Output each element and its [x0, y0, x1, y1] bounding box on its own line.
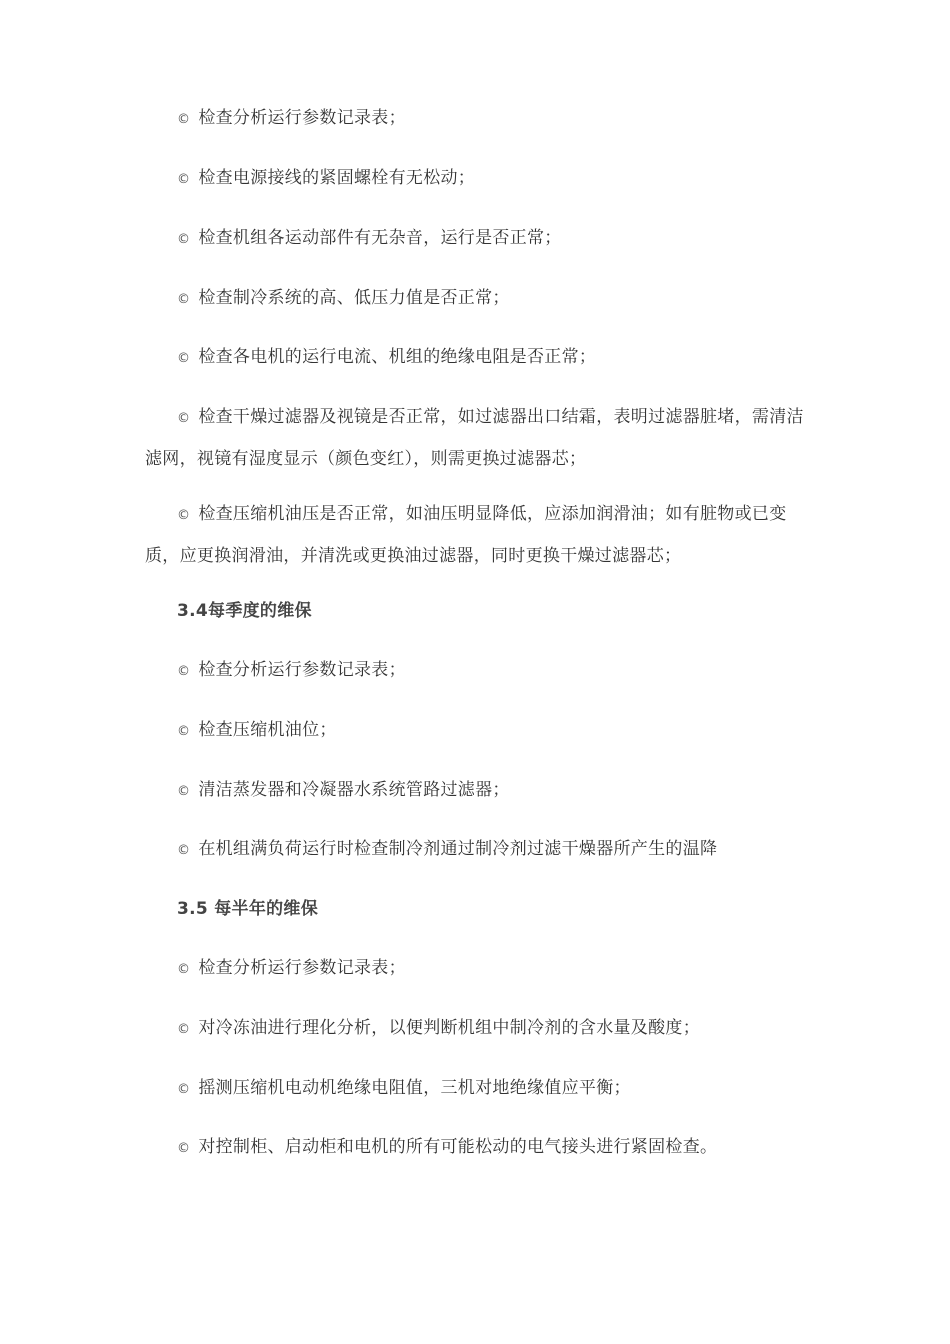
- list-item: [145, 829, 815, 871]
- list-item: [145, 650, 815, 692]
- item-text: 检查分析运行参数记录表；: [198, 108, 406, 128]
- list-item: [145, 337, 815, 379]
- bullet-icon: ©: [177, 112, 191, 127]
- item-text: 检查压缩机油压是否正常，如油压明显降低，应添加润滑油；如有脏物或已变质，应更换润滑油，并清洗或更换油过滤器，同时更换干燥过滤器芯；: [145, 504, 787, 566]
- list-item: [145, 948, 815, 990]
- list-item: [145, 770, 815, 812]
- list-item: [145, 494, 815, 576]
- bullet-icon: ©: [177, 351, 191, 366]
- bullet-icon: ©: [177, 292, 191, 307]
- list-item: [145, 278, 815, 320]
- item-text: 检查电源接线的紧固螺栓有无松动；: [198, 168, 476, 188]
- list-item: [145, 1127, 815, 1169]
- item-text: 检查制冷系统的高、低压力值是否正常；: [198, 288, 510, 308]
- bullet-icon: ©: [177, 664, 191, 679]
- bullet-icon: ©: [177, 1082, 191, 1097]
- item-text: 检查干燥过滤器及视镜是否正常，如过滤器出口结霜，表明过滤器脏堵，需清洁滤网，视镜有湿度显示（颜色变红），则需更换过滤器芯；: [145, 407, 804, 469]
- bullet-icon: ©: [177, 172, 191, 187]
- bullet-icon: ©: [177, 962, 191, 977]
- item-text: 检查分析运行参数记录表；: [198, 958, 406, 978]
- item-text: 检查分析运行参数记录表；: [198, 660, 406, 680]
- bullet-icon: ©: [177, 232, 191, 247]
- bullet-icon: ©: [177, 724, 191, 739]
- item-text: 检查各电机的运行电流、机组的绝缘电阻是否正常；: [198, 347, 597, 367]
- bullet-icon: ©: [177, 508, 191, 523]
- item-text: 清洁蒸发器和冷凝器水系统管路过滤器；: [198, 780, 510, 800]
- bullet-icon: ©: [177, 1022, 191, 1037]
- bullet-icon: ©: [177, 1141, 191, 1156]
- list-item: [145, 397, 815, 479]
- item-text: 检查机组各运动部件有无杂音，运行是否正常；: [198, 228, 562, 248]
- item-text: 检查压缩机油位；: [198, 720, 337, 740]
- item-text: 对控制柜、启动柜和电机的所有可能松动的电气接头进行紧固检查。: [198, 1137, 718, 1157]
- bullet-icon: ©: [177, 843, 191, 858]
- section-heading: 3.5 每半年的维保: [177, 899, 319, 919]
- section-heading: 3.4每季度的维保: [177, 601, 312, 621]
- item-text: 摇测压缩机电动机绝缘电阻值，三机对地绝缘值应平衡；: [198, 1078, 631, 1098]
- list-item: [145, 1068, 815, 1110]
- item-text: 在机组满负荷运行时检查制冷剂通过制冷剂过滤干燥器所产生的温降: [198, 839, 718, 859]
- item-text: 对冷冻油进行理化分析，以便判断机组中制冷剂的含水量及酸度；: [198, 1018, 701, 1038]
- list-item: [145, 158, 815, 200]
- list-item: [145, 710, 815, 752]
- bullet-icon: ©: [177, 784, 191, 799]
- bullet-icon: ©: [177, 411, 191, 426]
- list-item: [145, 98, 815, 140]
- list-item: [145, 218, 815, 260]
- list-item: [145, 1008, 815, 1050]
